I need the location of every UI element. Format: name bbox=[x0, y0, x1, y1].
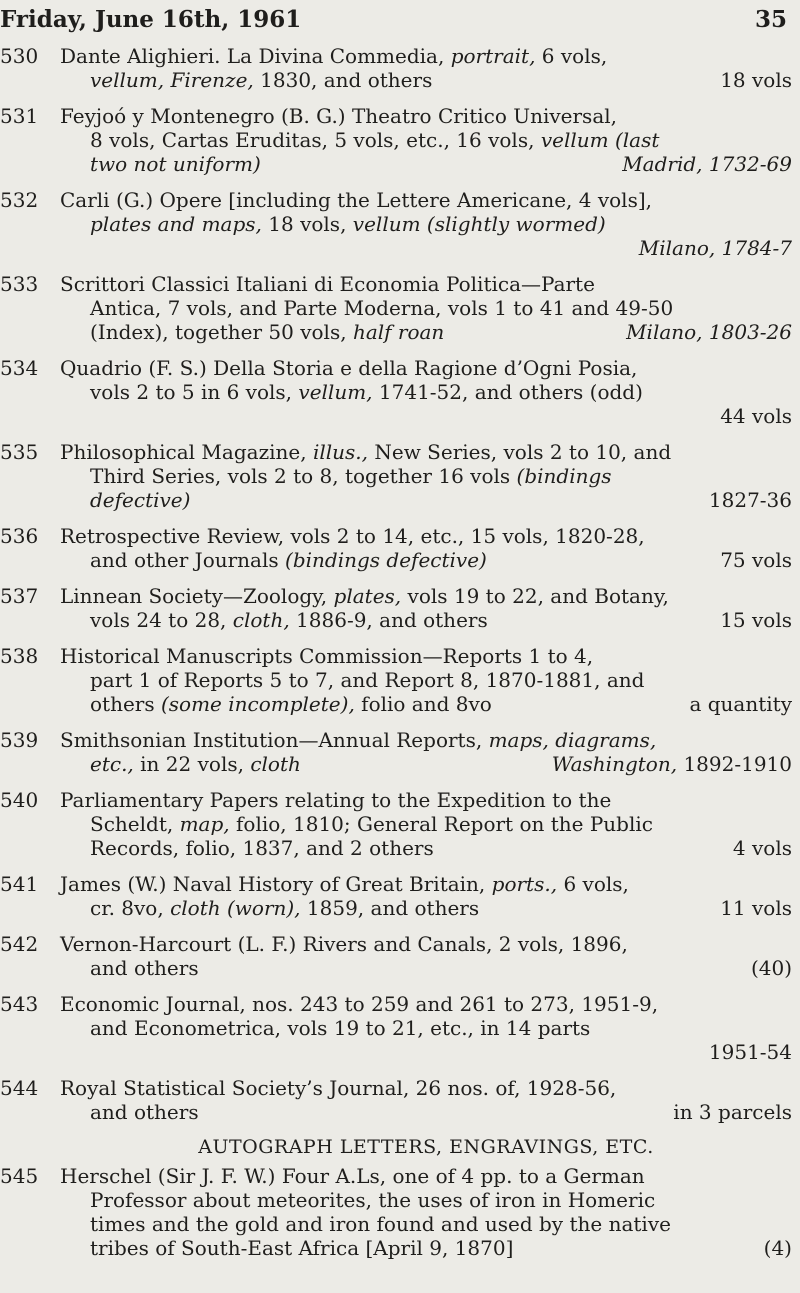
section-heading: AUTOGRAPH LETTERS, ENGRAVINGS, ETC. bbox=[198, 1136, 654, 1158]
lot-place-date: Milano, 1784-7 bbox=[638, 236, 792, 260]
lot-text: 18 vols, bbox=[268, 212, 347, 236]
lot-text: Quadrio (F. S.) Della Storia e della Ragione d’Ogni Posia, bbox=[60, 356, 638, 380]
lot-date: 1951-54 bbox=[708, 1040, 792, 1064]
lot-text: Historical Manuscripts Commission—Reports 1 to 4, bbox=[60, 644, 594, 668]
lot-text: Professor about meteorites, the uses of iron in Homeric bbox=[90, 1188, 656, 1212]
lot-quantity: 11 vols bbox=[720, 896, 792, 920]
lot-entry bbox=[0, 524, 800, 572]
lot-text-italic: vellum, bbox=[298, 380, 373, 404]
lot-text: Linnean Society—Zoology, bbox=[60, 584, 328, 608]
lot-text: Feyjoó y Montenegro (B. G.) Theatro Critico Universal, bbox=[60, 104, 618, 128]
lot-number: 537 bbox=[0, 584, 39, 608]
lot-text-italic: map, bbox=[179, 812, 230, 836]
lot-text: 1830, and others bbox=[260, 68, 433, 92]
lot-text: Scheldt, bbox=[90, 812, 174, 836]
lot-text: Parliamentary Papers relating to the Expedition to the bbox=[60, 788, 612, 812]
lot-entry bbox=[0, 188, 800, 260]
header-date: Friday, June 16th, 1961 bbox=[0, 6, 302, 33]
lot-text: Herschel (Sir J. F. W.) Four A.Ls, one of 4 pp. to a German bbox=[60, 1164, 645, 1188]
lot-text-italic: cloth bbox=[250, 752, 301, 776]
lot-date: 1827-36 bbox=[708, 488, 792, 512]
lot-quantity: (40) bbox=[750, 956, 792, 980]
lot-text: and others bbox=[90, 1100, 199, 1124]
lot-text: Philosophical Magazine, bbox=[60, 440, 307, 464]
lot-text: 1741-52, and others (odd) bbox=[378, 380, 643, 404]
lot-text: vols 24 to 28, bbox=[90, 608, 227, 632]
page-number: 35 bbox=[754, 6, 787, 33]
lot-entry bbox=[0, 440, 800, 512]
lot-number: 535 bbox=[0, 440, 39, 464]
lot-entry bbox=[0, 1076, 800, 1124]
lot-text-italic: vellum, Firenze, bbox=[90, 68, 254, 92]
lot-entry bbox=[0, 728, 800, 776]
lot-text: 1859, and others bbox=[306, 896, 480, 920]
lot-text: Scrittori Classici Italiani di Economia Politica—Parte bbox=[60, 272, 595, 296]
lot-quantity: 15 vols bbox=[720, 608, 792, 632]
lot-text: Vernon-Harcourt (L. F.) Rivers and Canals, 2 vols, 1896, bbox=[60, 932, 628, 956]
lot-text: and other Journals bbox=[90, 548, 279, 572]
lot-text: Antica, 7 vols, and Parte Moderna, vols 1 to 41 and 49-50 bbox=[90, 296, 674, 320]
lot-entry bbox=[0, 872, 800, 920]
lot-date: 1892-1910 bbox=[683, 752, 792, 776]
lot-text-italic: cloth, bbox=[232, 608, 290, 632]
lot-text: Records, folio, 1837, and 2 others bbox=[90, 836, 434, 860]
lot-text: (Index), together 50 vols, bbox=[90, 320, 347, 344]
lot-entry bbox=[0, 788, 800, 860]
lot-number: 543 bbox=[0, 992, 39, 1016]
page-header bbox=[0, 0, 800, 40]
lot-text-italic: maps, diagrams, bbox=[488, 728, 657, 752]
lot-text: Economic Journal, nos. 243 to 259 and 261 to 273, 1951-9, bbox=[60, 992, 659, 1016]
lot-entry bbox=[0, 992, 800, 1064]
lot-number: 532 bbox=[0, 188, 39, 212]
lot-entry bbox=[0, 584, 800, 632]
lot-quantity: 18 vols bbox=[720, 68, 792, 92]
lot-text: vols 19 to 22, and Botany, bbox=[407, 584, 669, 608]
lot-text-italic: two not uniform) bbox=[90, 152, 261, 176]
lot-text: Dante Alighieri. La Divina Commedia, bbox=[60, 44, 445, 68]
lot-text-italic: plates and maps, bbox=[90, 212, 262, 236]
lot-text: Smithsonian Institution—Annual Reports, bbox=[60, 728, 483, 752]
lot-text-italic: ports., bbox=[491, 872, 558, 896]
lot-number: 536 bbox=[0, 524, 39, 548]
lot-entry bbox=[0, 44, 800, 92]
lot-text: 6 vols, bbox=[541, 44, 608, 68]
lot-text-italic: defective) bbox=[90, 488, 191, 512]
lot-entry bbox=[0, 356, 800, 428]
lot-text-italic: portrait, bbox=[450, 44, 536, 68]
lot-text-italic: (some incomplete), bbox=[160, 692, 355, 716]
lot-entry bbox=[0, 932, 800, 980]
lot-text-italic: vellum (slightly wormed) bbox=[352, 212, 606, 236]
lot-text: 1886-9, and others bbox=[296, 608, 488, 632]
lot-quantity: 75 vols bbox=[720, 548, 792, 572]
lot-text: and others bbox=[90, 956, 199, 980]
lot-quantity: a quantity bbox=[689, 692, 792, 716]
lot-text: Carli (G.) Opere [including the Lettere Americane, 4 vols], bbox=[60, 188, 653, 212]
lot-number: 539 bbox=[0, 728, 39, 752]
lot-number: 533 bbox=[0, 272, 39, 296]
lot-text: 6 vols, bbox=[563, 872, 629, 896]
lot-text: others bbox=[90, 692, 155, 716]
lot-entry bbox=[0, 1164, 800, 1260]
lot-text: cr. 8vo, bbox=[90, 896, 164, 920]
lot-text-italic: vellum (last bbox=[540, 128, 660, 152]
lot-text: Third Series, vols 2 to 8, together 16 vols bbox=[90, 464, 511, 488]
lot-quantity: 44 vols bbox=[720, 404, 792, 428]
lot-text-italic: etc., bbox=[90, 752, 134, 776]
lot-text: part 1 of Reports 5 to 7, and Report 8, 1870-1881, and bbox=[90, 668, 645, 692]
lot-number: 540 bbox=[0, 788, 39, 812]
lot-list bbox=[0, 44, 800, 1272]
lot-text: New Series, vols 2 to 10, and bbox=[374, 440, 672, 464]
lot-text: and Econometrica, vols 19 to 21, etc., in 14 parts bbox=[90, 1016, 591, 1040]
lot-number: 545 bbox=[0, 1164, 39, 1188]
lot-text: folio, 1810; General Report on the Public bbox=[236, 812, 653, 836]
lot-text: Royal Statistical Society’s Journal, 26 nos. of, 1928-56, bbox=[60, 1076, 617, 1100]
lot-number: 541 bbox=[0, 872, 39, 896]
lot-place-date: Milano, 1803-26 bbox=[626, 320, 792, 344]
lot-number: 530 bbox=[0, 44, 39, 68]
lot-quantity: (4) bbox=[763, 1236, 792, 1260]
lot-number: 542 bbox=[0, 932, 39, 956]
lot-text: vols 2 to 5 in 6 vols, bbox=[90, 380, 293, 404]
lot-text-italic: plates, bbox=[333, 584, 402, 608]
lot-entry bbox=[0, 644, 800, 716]
lot-text-italic: illus., bbox=[312, 440, 368, 464]
lot-text-italic: cloth (worn), bbox=[170, 896, 301, 920]
lot-text: times and the gold and iron found and used by the native bbox=[90, 1212, 671, 1236]
lot-text-italic: half roan bbox=[352, 320, 445, 344]
lot-number: 544 bbox=[0, 1076, 39, 1100]
lot-number: 534 bbox=[0, 356, 39, 380]
lot-text: tribes of South-East Africa [April 9, 1870] bbox=[90, 1236, 514, 1260]
lot-quantity: in 3 parcels bbox=[673, 1100, 792, 1124]
lot-place-date: Madrid, 1732-69 bbox=[622, 152, 792, 176]
lot-entry bbox=[0, 104, 800, 176]
lot-text: 8 vols, Cartas Eruditas, 5 vols, etc., 16 vols, bbox=[90, 128, 535, 152]
lot-text: folio and 8vo bbox=[361, 692, 492, 716]
lot-number: 531 bbox=[0, 104, 39, 128]
lot-entry bbox=[0, 272, 800, 344]
lot-text-italic: (bindings defective) bbox=[285, 548, 487, 572]
lot-place: Washington, bbox=[551, 752, 678, 776]
lot-quantity: 4 vols bbox=[732, 836, 792, 860]
lot-text-italic: (bindings bbox=[516, 464, 612, 488]
lot-text: James (W.) Naval History of Great Britain, bbox=[60, 872, 486, 896]
lot-text: Retrospective Review, vols 2 to 14, etc., 15 vols, 1820-28, bbox=[60, 524, 645, 548]
lot-number: 538 bbox=[0, 644, 39, 668]
lot-text: in 22 vols, bbox=[140, 752, 244, 776]
